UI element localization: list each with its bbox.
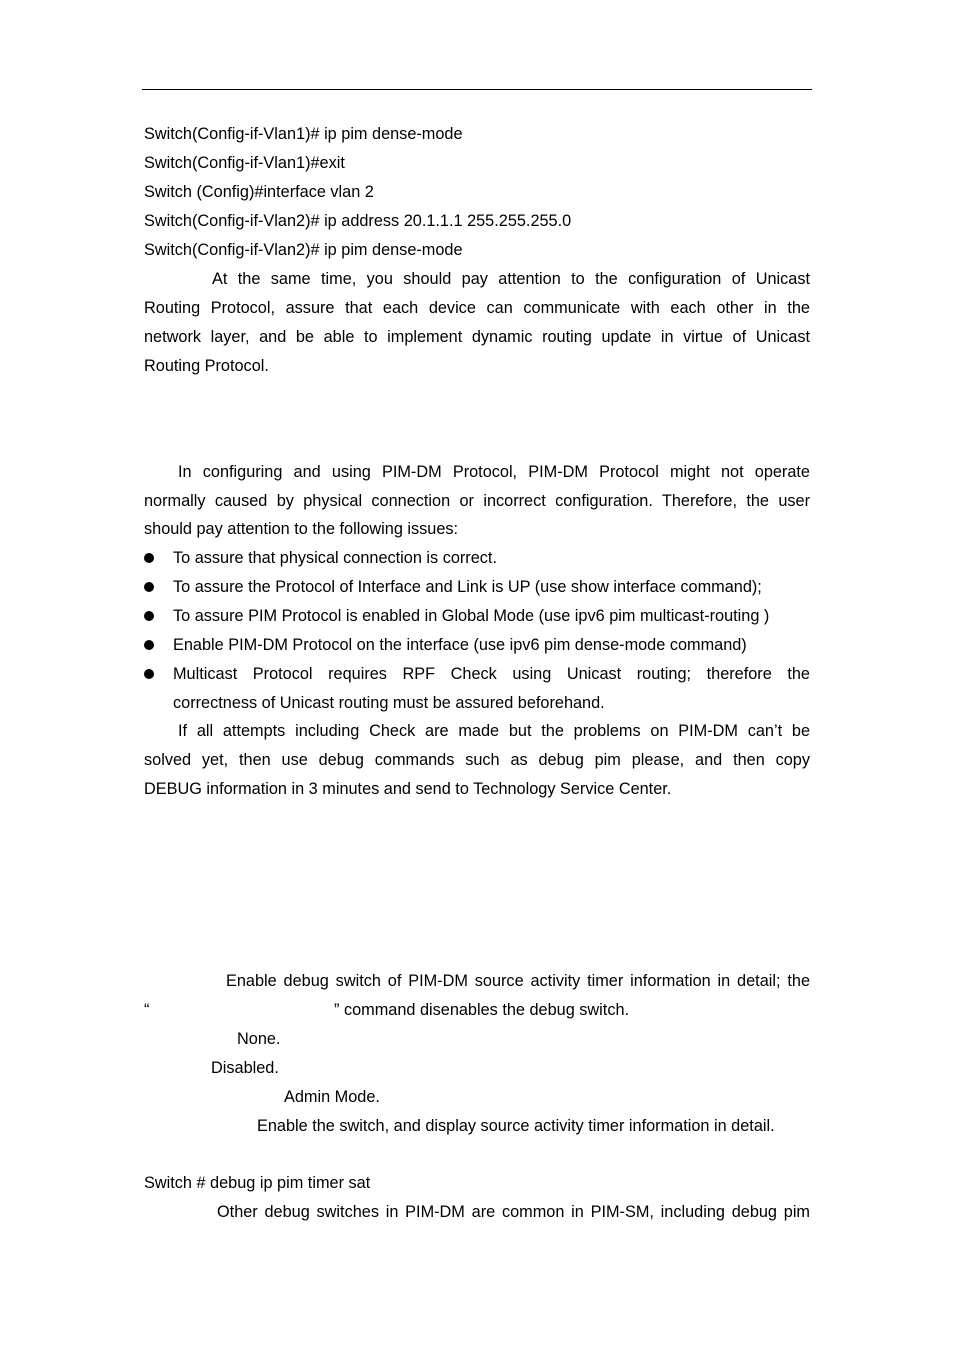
command-default: Disabled. — [211, 1059, 279, 1077]
paragraph-line: Other debug switches in PIM-DM are common in PIM-SM, including debug pim — [217, 1203, 810, 1221]
paragraph-line: DEBUG information in 3 minutes and send to Technology Service Center. — [144, 780, 672, 798]
paragraph-line: If all attempts including Check are made but the problems on PIM-DM can’t be — [178, 722, 810, 740]
bullet-icon — [144, 669, 154, 679]
list-item-text: To assure the Protocol of Interface and Link is UP (use show interface command); — [173, 578, 762, 596]
paragraph-line: normally caused by physical connection or incorrect configuration. Therefore, the user — [144, 492, 810, 510]
header-rule — [142, 89, 812, 90]
paragraph-line: network layer, and be able to implement dynamic routing update in virtue of Unicast — [144, 328, 810, 346]
paragraph-line: Routing Protocol, assure that each device can communicate with each other in the — [144, 299, 810, 317]
command-function-quote: “ — [144, 1001, 150, 1019]
bullet-icon — [144, 553, 154, 563]
command-function-cont: ” command disenables the debug switch. — [334, 1001, 630, 1019]
command-line: Switch(Config-if-Vlan1)# ip pim dense-mode — [144, 125, 463, 143]
list-item-text: To assure PIM Protocol is enabled in Global Mode (use ipv6 pim multicast-routing ) — [173, 607, 770, 625]
list-item-continuation: correctness of Unicast routing must be assured beforehand. — [173, 694, 605, 712]
command-usage: Enable the switch, and display source activity timer information in detail. — [257, 1117, 775, 1135]
command-line: Switch(Config-if-Vlan2)# ip pim dense-mode — [144, 241, 463, 259]
command-line: Switch(Config-if-Vlan2)# ip address 20.1.1.1 255.255.255.0 — [144, 212, 572, 230]
list-item-text: Multicast Protocol requires RPF Check using Unicast routing; therefore the — [173, 665, 810, 683]
paragraph-line: At the same time, you should pay attention to the configuration of Unicast — [212, 270, 810, 288]
bullet-icon — [144, 611, 154, 621]
command-example: Switch # debug ip pim timer sat — [144, 1174, 371, 1192]
list-item-text: Enable PIM-DM Protocol on the interface (use ipv6 pim dense-mode command) — [173, 636, 747, 654]
command-parameter: None. — [237, 1030, 281, 1048]
paragraph-line: solved yet, then use debug commands such as debug pim please, and then copy — [144, 751, 810, 769]
bullet-icon — [144, 640, 154, 650]
paragraph-line: should pay attention to the following issues: — [144, 520, 459, 538]
command-line: Switch (Config)#interface vlan 2 — [144, 183, 374, 201]
list-item-text: To assure that physical connection is correct. — [173, 549, 497, 567]
paragraph-line: Routing Protocol. — [144, 357, 269, 375]
paragraph-line: In configuring and using PIM-DM Protocol, PIM-DM Protocol might not operate — [178, 463, 810, 481]
command-mode: Admin Mode. — [284, 1088, 380, 1106]
bullet-icon — [144, 582, 154, 592]
command-function: Enable debug switch of PIM-DM source activity timer information in detail; the — [226, 972, 810, 990]
command-line: Switch(Config-if-Vlan1)#exit — [144, 154, 345, 172]
